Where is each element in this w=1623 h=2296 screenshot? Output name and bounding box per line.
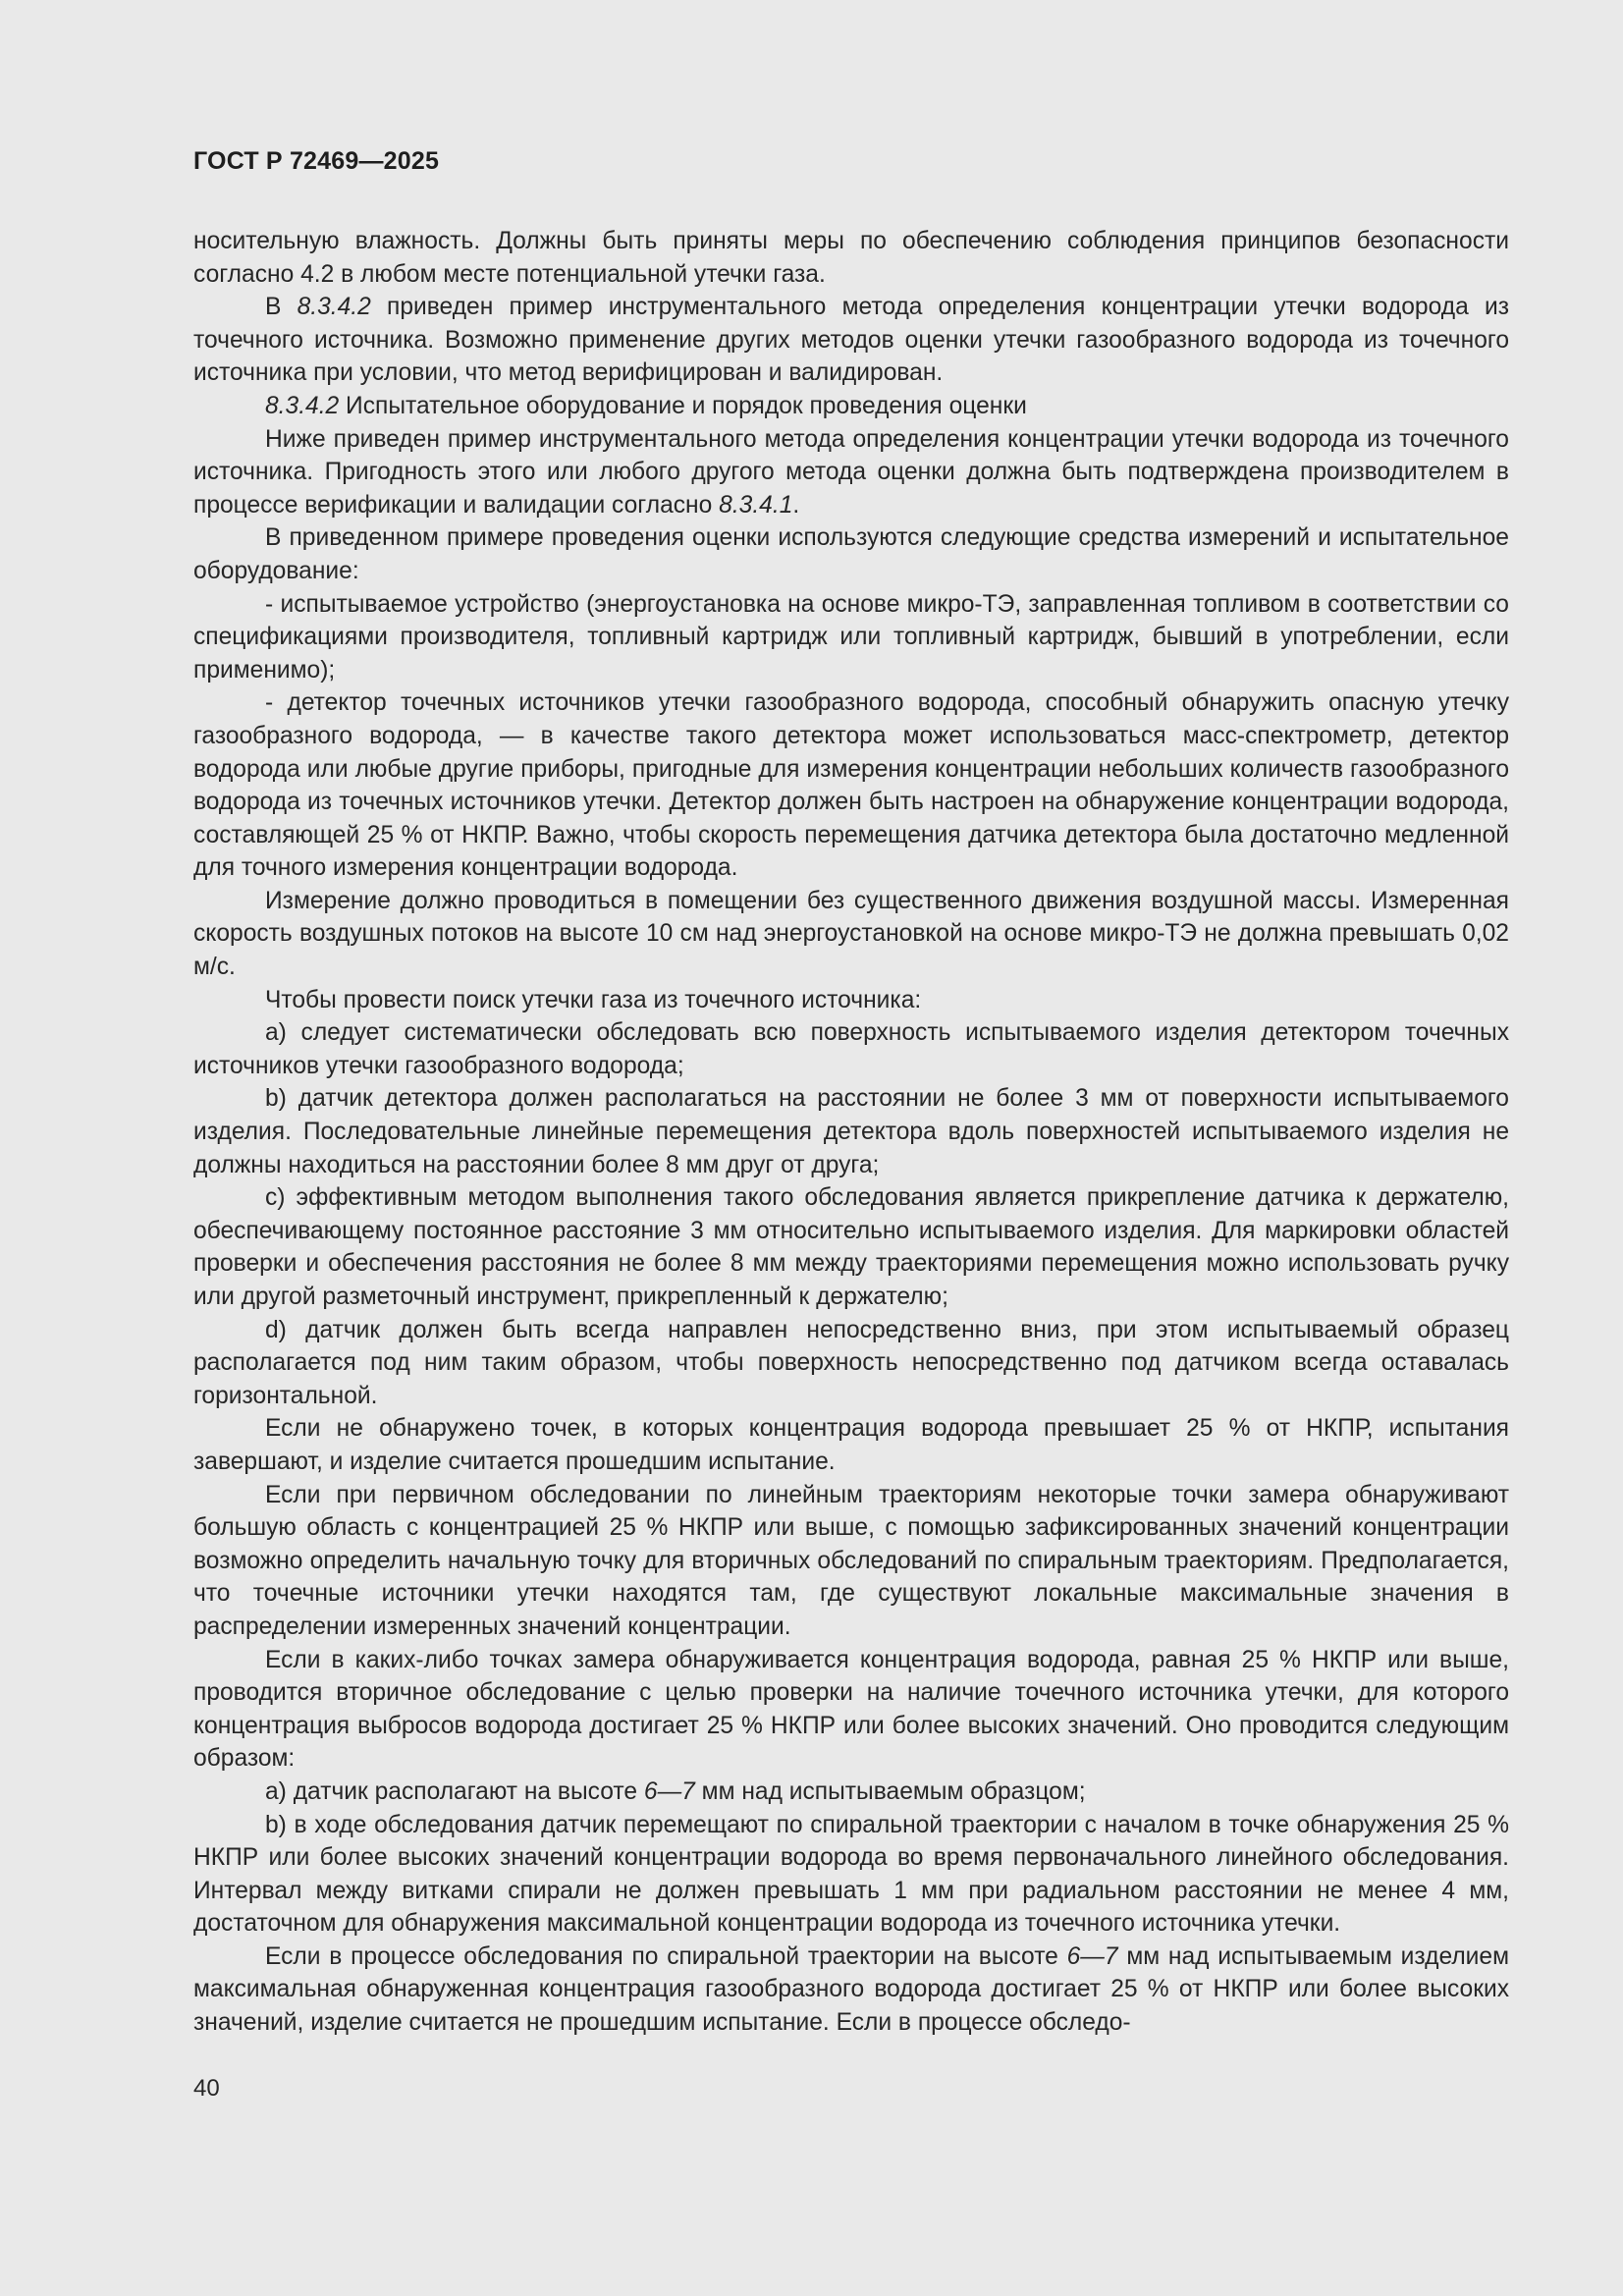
list-item: - детектор точечных источников утечки газообразного водорода, способный обнаружить опасную утечку газообразного водорода, — в качестве такого детектора может использоваться масс-спектрометр, детектор водорода или любые другие приборы, пригодные для измерения концентрации небольших количеств газообразного водорода из точечных источников утечки. Детектор должен быть настроен на обнаружение концентрации водорода, составляющей 25 % от НКПР. Важно, чтобы скорость перемещения датчика детектора была достаточно медленной для точного измерения концентрации водорода. [193, 689, 1509, 882]
paragraph: Если при первичном обследовании по линейным траекториям некоторые точки замера обнаруживают большую область с концентрацией 25 % НКПР или выше, с помощью зафиксированных значений концентрации возможно определить начальную точку для вторичных обследований по спиральным траекториям. Предполагается, что точечные источники утечки находятся там, где существуют локальные максимальные значения в распределении измеренных значений концентрации. [193, 1481, 1509, 1640]
section-number: 8.3.4.2 [265, 392, 340, 419]
paragraph: Если в каких-либо точках замера обнаруживается концентрация водорода, равная 25 % НКПР или выше, проводится вторичное обследование с целью проверки на наличие точечного источника утечки, для которого концентрация выбросов водорода достигает 25 % НКПР или более высоких значений. Оно проводится следующим образом: [193, 1646, 1509, 1773]
list-item: b) в ходе обследования датчик перемещают по спиральной траектории с началом в точке обнаружения 25 % НКПР или более высоких значений концентрации водорода во время первоначального линейного обследования. Интервал между витками спирали не должен превышать 1 мм при радиальном расстоянии не менее 4 мм, достаточном для обнаружения максимальной концентрации водорода из точечного источника утечки. [193, 1811, 1509, 1938]
list-item: - испытываемое устройство (энергоустановка на основе микро-ТЭ, заправленная топливом в соответствии со спецификациями производителя, топливный картридж или топливный картридж, бывший в употреблении, если применимо); [193, 590, 1509, 683]
paragraph: Если в процессе обследования по спиральной траектории на высоте 6—7 мм над испытываемым изделием максимальная обнаруженная концентрация газообразного водорода достигает 25 % от НКПР или более высоких значений, изделие считается не прошедшим испытание. Если в процессе обследо- [193, 1942, 1509, 2037]
paragraph: Чтобы провести поиск утечки газа из точечного источника: [265, 986, 922, 1013]
list-item: b) датчик детектора должен располагаться на расстоянии не более 3 мм от поверхности испытываемого изделия. Последовательные линейные перемещения детектора вдоль поверхностей испытываемого изделия не должны находиться на расстоянии более 8 мм друг от друга; [193, 1085, 1509, 1178]
page-number: 40 [193, 2075, 220, 2102]
document-header: ГОСТ Р 72469—2025 [193, 147, 440, 175]
list-item: d) датчик должен быть всегда направлен непосредственно вниз, при этом испытываемый образец располагается под ним таким образом, чтобы поверхность непосредственно под датчиком всегда оставалась горизонтальной. [193, 1316, 1509, 1409]
paragraph: носительную влажность. Должны быть приняты меры по обеспечению соблюдения принципов безопасности согласно 4.2 в любом месте потенциальной утечки газа. [193, 228, 1509, 288]
value-range: 6—7 [1066, 1942, 1118, 1970]
section-reference: 8.3.4.1 [719, 491, 793, 519]
paragraph: Ниже приведен пример инструментального метода определения концентрации утечки водорода из точечного источника. Пригодность этого или любого другого метода оценки должна быть подтверждена производителем в процессе верификации и валидации согласно 8.3.4.1. [193, 425, 1509, 519]
list-item: c) эффективным методом выполнения такого обследования является прикрепление датчика к держателю, обеспечивающему постоянное расстояние 3 мм относительно испытываемого изделия. Для маркировки областей проверки и обеспечения расстояния не более 8 мм между траекториями перемещения можно использовать ручку или другой разметочный инструмент, прикрепленный к держателю; [193, 1184, 1509, 1310]
subsection-heading: 8.3.4.2 Испытательное оборудование и порядок проведения оценки [265, 392, 1027, 419]
list-item: a) датчик располагают на высоте 6—7 мм над испытываемым образцом; [265, 1777, 1086, 1805]
list-item: a) следует систематически обследовать всю поверхность испытываемого изделия детектором точечных источников утечки газообразного водорода; [193, 1019, 1509, 1079]
paragraph: В 8.3.4.2 приведен пример инструментального метода определения концентрации утечки водорода из точечного источника. Возможно применение других методов оценки утечки газообразного водорода из точечного источника при условии, что метод верифицирован и валидирован. [193, 294, 1509, 387]
paragraph: В приведенном примере проведения оценки используются следующие средства измерений и испытательное оборудование: [193, 524, 1509, 584]
document-body [193, 225, 1509, 2040]
paragraph: Измерение должно проводиться в помещении без существенного движения воздушной массы. Измеренная скорость воздушных потоков на высоте 10 см над энергоустановкой на основе микро-ТЭ не должна превышать 0,02 м/с. [193, 887, 1509, 981]
section-reference: 8.3.4.2 [297, 294, 371, 321]
value-range: 6—7 [643, 1777, 695, 1805]
paragraph: Если не обнаружено точек, в которых концентрация водорода превышает 25 % от НКПР, испытания завершают, и изделие считается прошедшим испытание. [193, 1415, 1509, 1475]
